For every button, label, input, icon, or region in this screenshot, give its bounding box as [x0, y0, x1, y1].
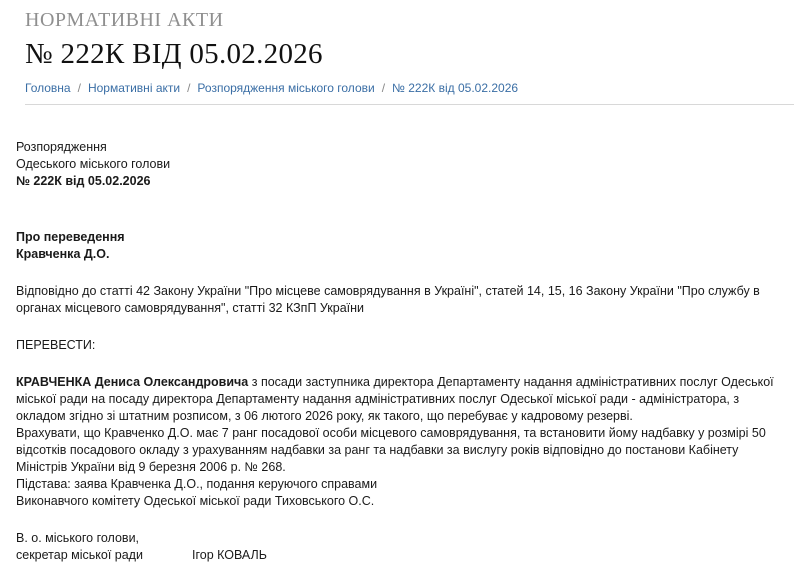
doc-signer-name: Ігор КОВАЛЬ: [192, 548, 267, 562]
breadcrumb: [25, 81, 518, 95]
breadcrumb-separator: /: [381, 81, 386, 95]
doc-type-line1: Розпорядження: [16, 140, 107, 154]
doc-grounds-line1: Підстава: заява Кравченка Д.О., подання керуючого справами: [16, 477, 378, 491]
breadcrumb-separator: /: [77, 81, 81, 95]
doc-subject-line1: Про переведення: [16, 230, 125, 244]
doc-grounds-line2: Виконавчого комітету Одеської міської ради Тиховського О.С.: [16, 494, 375, 508]
breadcrumb-current: № 222К від 05.02.2026: [392, 81, 519, 95]
breadcrumb-home-link[interactable]: Головна: [25, 81, 71, 95]
document-body: [16, 139, 786, 564]
doc-signature-row: [16, 547, 786, 564]
doc-order-word: ПЕРЕВЕСТИ:: [16, 338, 96, 352]
doc-signer-position-line2: секретар міської ради: [16, 548, 143, 562]
doc-person-name: КРАВЧЕНКА Дениса Олександровича: [16, 375, 249, 389]
doc-order-text: з посади заступника директора Департаменту надання адміністративних послуг Одеської міської ради на посаду директора Департаменту надання адміністративних послуг Одеської міської ради - адміністратора, з окладом згідно зі штатним розписом, з 06 лютого 2026 року, як такого, що перебуває у кадровому резерві.: [16, 375, 774, 423]
breadcrumb-separator: /: [187, 81, 191, 95]
breadcrumb-normative-acts-link[interactable]: Нормативні акти: [87, 81, 181, 95]
doc-number: № 222К від 05.02.2026: [16, 174, 151, 188]
doc-order-paragraph: [16, 374, 786, 425]
doc-type-line2: Одеського міського голови: [16, 157, 171, 171]
doc-subject-line2: Кравченка Д.О.: [16, 247, 110, 261]
section-label: НОРМАТИВНІ АКТИ: [25, 9, 224, 31]
breadcrumb-mayor-orders-link[interactable]: Розпорядження міського голови: [197, 81, 375, 95]
header-divider: [25, 104, 794, 105]
doc-allowance-text: Врахувати, що Кравченко Д.О. має 7 ранг посадової особи місцевого самоврядування, та встановити йому надбавку у розмірі 50 відсотків посадового окладу з урахуванням надбавки за ранг та надбавки за вислугу років відповідно до постанови Кабінету Міністрів України від 9 березня 2006 р. № 268.: [16, 426, 766, 474]
doc-signer-position-line1: В. о. міського голови,: [16, 531, 140, 545]
page-title: № 222К ВІД 05.02.2026: [25, 38, 323, 70]
doc-legal-basis: Відповідно до статті 42 Закону України "Про місцеве самоврядування в Україні", статей 14, 15, 16 Закону України "Про службу в органах місцевого самоврядування", статті 32 КЗпП України: [16, 284, 760, 315]
